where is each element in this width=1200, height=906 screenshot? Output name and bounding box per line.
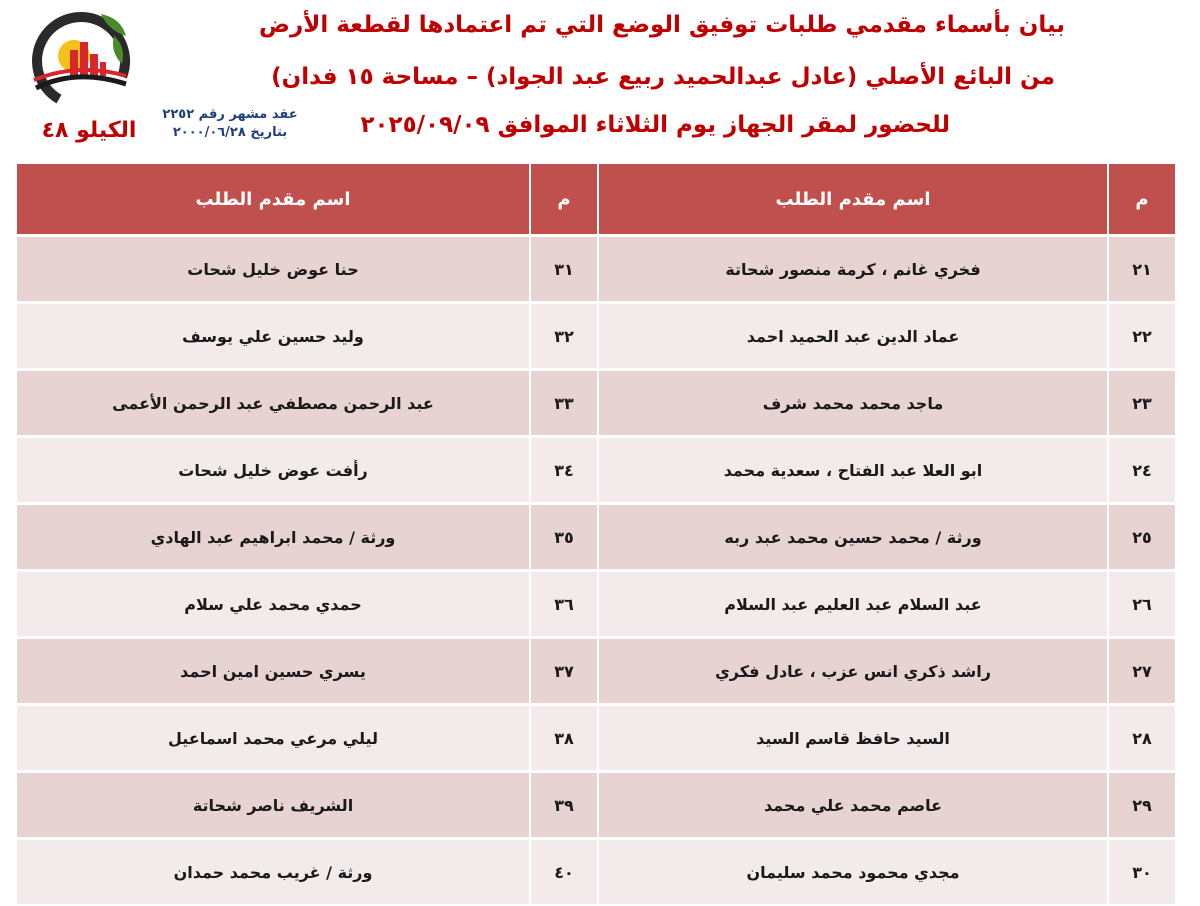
row-number: ٤٠: [531, 839, 597, 904]
table-row: [17, 236, 1175, 301]
applicant-name: عبد الرحمن مصطفي عبد الرحمن الأعمى: [17, 370, 529, 435]
row-number: ٣٩: [531, 772, 597, 837]
row-number: ٢٨: [1109, 705, 1175, 770]
row-number: ٢٦: [1109, 571, 1175, 636]
row-number: ٣٤: [531, 437, 597, 502]
table-row: [17, 504, 1175, 569]
row-number: ٢٧: [1109, 638, 1175, 703]
applicant-name: ماجد محمد محمد شرف: [599, 370, 1107, 435]
applicant-name: عماد الدين عبد الحميد احمد: [599, 303, 1107, 368]
applicant-name: عاصم محمد علي محمد: [599, 772, 1107, 837]
applicant-name: فخري غانم ، كرمة منصور شحاتة: [599, 236, 1107, 301]
city-logo-icon: [26, 6, 136, 118]
row-number: ٢٩: [1109, 772, 1175, 837]
row-number: ٣٦: [531, 571, 597, 636]
table-row: [17, 772, 1175, 837]
contract-number: عقد مشهر رقم ٢٢٥٢: [162, 107, 298, 122]
row-number: ٢٢: [1109, 303, 1175, 368]
row-number: ٢١: [1109, 236, 1175, 301]
row-number: ٣١: [531, 236, 597, 301]
header-num-col-1: م: [1109, 164, 1175, 234]
applicant-name: الشريف ناصر شحاتة: [17, 772, 529, 837]
row-number: ٣٥: [531, 504, 597, 569]
row-number: ٢٣: [1109, 370, 1175, 435]
table-row: [17, 638, 1175, 703]
row-number: ٣٢: [531, 303, 597, 368]
title-line-1: بيان بأسماء مقدمي طلبات توفيق الوضع التي تم اعتمادها لقطعة الأرض: [259, 12, 1065, 38]
applicant-name: عبد السلام عبد العليم عبد السلام: [599, 571, 1107, 636]
document-header: [0, 0, 1200, 160]
applicant-name: يسري حسين امين احمد: [17, 638, 529, 703]
table-row: [17, 370, 1175, 435]
applicant-name: السيد حافظ قاسم السيد: [599, 705, 1107, 770]
applicant-name: مجدي محمود محمد سليمان: [599, 839, 1107, 904]
title-line-3: للحضور لمقر الجهاز يوم الثلاثاء الموافق ٢٠٢٥/٠٩/٠٩: [360, 112, 950, 138]
table-row: [17, 303, 1175, 368]
table-header-row: [17, 164, 1175, 234]
contract-date: بتاريخ ٢٠٠٠/٠٦/٢٨: [172, 125, 288, 140]
row-number: ٣٧: [531, 638, 597, 703]
table-row: [17, 571, 1175, 636]
applicant-name: ورثة / محمد ابراهيم عبد الهادي: [17, 504, 529, 569]
table-row: [17, 839, 1175, 904]
applicant-name: ورثة / محمد حسين محمد عبد ربه: [599, 504, 1107, 569]
contract-info: [150, 106, 310, 142]
title-line-2: من البائع الأصلي (عادل عبدالحميد ربيع عبد الجواد) – مساحة ١٥ فدان): [271, 64, 1055, 90]
row-number: ٢٤: [1109, 437, 1175, 502]
applicant-name: ورثة / غريب محمد حمدان: [17, 839, 529, 904]
row-number: ٣٣: [531, 370, 597, 435]
applicant-name: حنا عوض خليل شحات: [17, 236, 529, 301]
row-number: ٢٥: [1109, 504, 1175, 569]
applicant-name: حمدي محمد علي سلام: [17, 571, 529, 636]
row-number: ٣٨: [531, 705, 597, 770]
applicant-name: رأفت عوض خليل شحات: [17, 437, 529, 502]
table-row: [17, 437, 1175, 502]
header-name-col-2: اسم مقدم الطلب: [17, 164, 529, 234]
applicant-name: ليلي مرعي محمد اسماعيل: [17, 705, 529, 770]
applicant-name: راشد ذكري انس عزب ، عادل فكري: [599, 638, 1107, 703]
row-number: ٣٠: [1109, 839, 1175, 904]
logo-caption: الكيلو ٤٨: [41, 118, 137, 143]
applicant-name: ابو العلا عبد الفتاح ، سعدية محمد: [599, 437, 1107, 502]
header-num-col-2: م: [531, 164, 597, 234]
applicant-name: وليد حسين علي يوسف: [17, 303, 529, 368]
table-row: [17, 705, 1175, 770]
applicants-table: [15, 162, 1177, 906]
header-name-col-1: اسم مقدم الطلب: [599, 164, 1107, 234]
